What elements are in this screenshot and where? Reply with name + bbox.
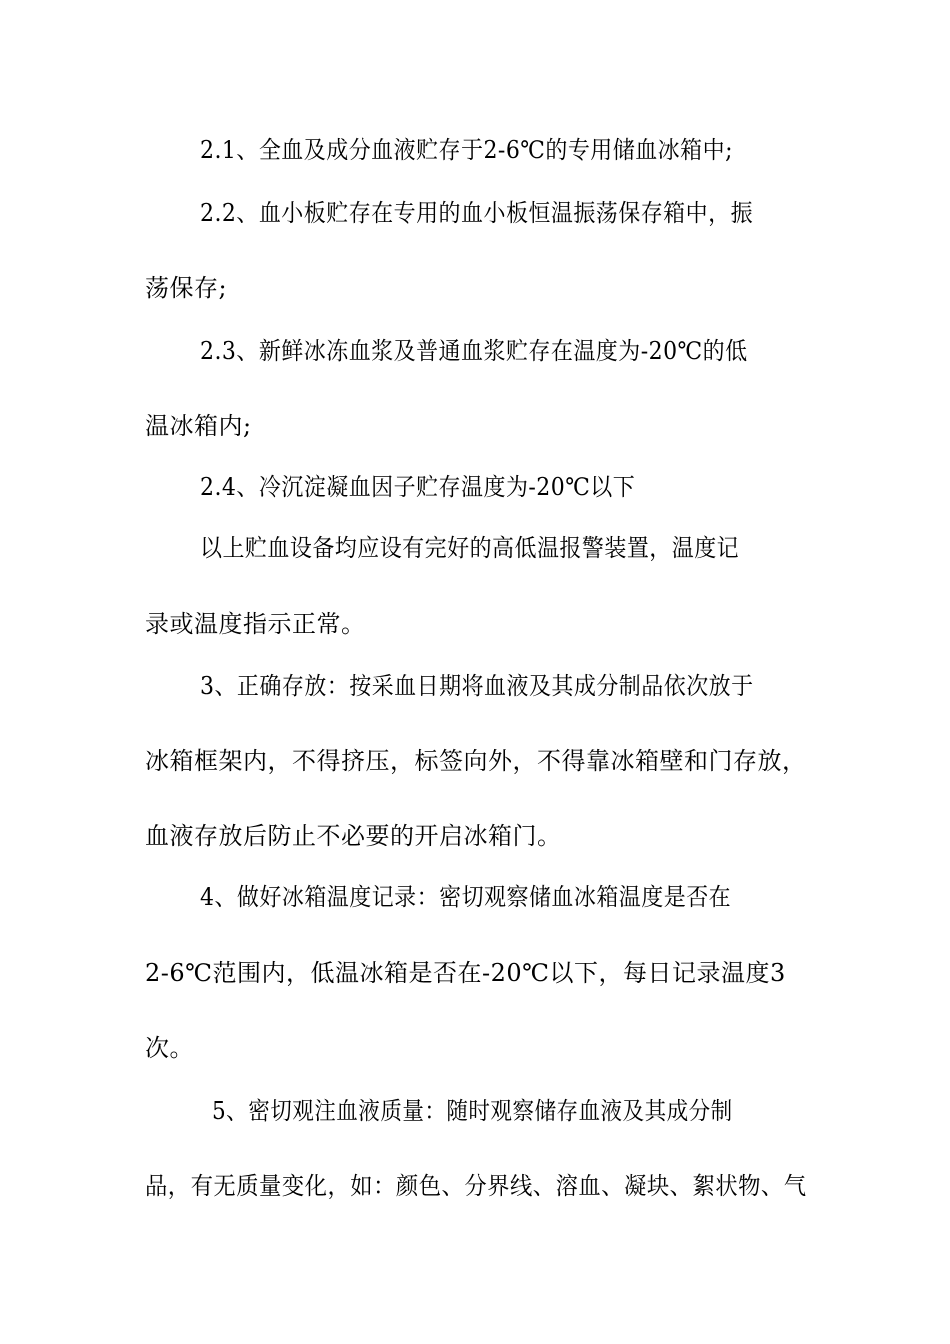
text-line-3-cont-2: 血液存放后防止不必要的开启冰箱门。 [145, 822, 562, 850]
text-line-5-cont: 品，有无质量变化，如：颜色、分界线、溶血、凝块、絮状物、气 [145, 1172, 807, 1200]
text-line-3: 3、正确存放：按采血日期将血液及其成分制品依次放于 [200, 672, 754, 700]
text-line-alarm-cont: 录或温度指示正常。 [145, 610, 366, 638]
text-line-4: 4、做好冰箱温度记录：密切观察储血冰箱温度是否在 [200, 883, 732, 911]
text-line-4-cont-2: 次。 [145, 1034, 194, 1062]
text-line-3-cont-1: 冰箱框架内，不得挤压，标签向外，不得靠冰箱壁和门存放， [145, 747, 807, 775]
text-line-alarm: 以上贮血设备均应设有完好的高低温报警装置，温度记 [200, 534, 740, 562]
text-line-2-3-cont: 温冰箱内; [145, 412, 252, 440]
text-line-2-2: 2.2、血小板贮存在专用的血小板恒温振荡保存箱中，振 [200, 199, 754, 227]
text-line-2-4: 2.4、冷沉淀凝血因子贮存温度为-20℃以下 [200, 473, 636, 501]
text-line-2-3: 2.3、新鲜冰冻血浆及普通血浆贮存在温度为-20℃的低 [200, 337, 748, 365]
text-line-4-cont-1: 2-6℃范围内，低温冰箱是否在-20℃以下，每日记录温度3 [145, 959, 786, 987]
text-line-2-1: 2.1、全血及成分血液贮存于2-6℃的专用储血冰箱中; [200, 136, 733, 164]
text-line-5: 5、密切观注血液质量：随时观察储存血液及其成分制 [212, 1097, 733, 1125]
text-line-2-2-cont: 荡保存; [145, 274, 228, 302]
